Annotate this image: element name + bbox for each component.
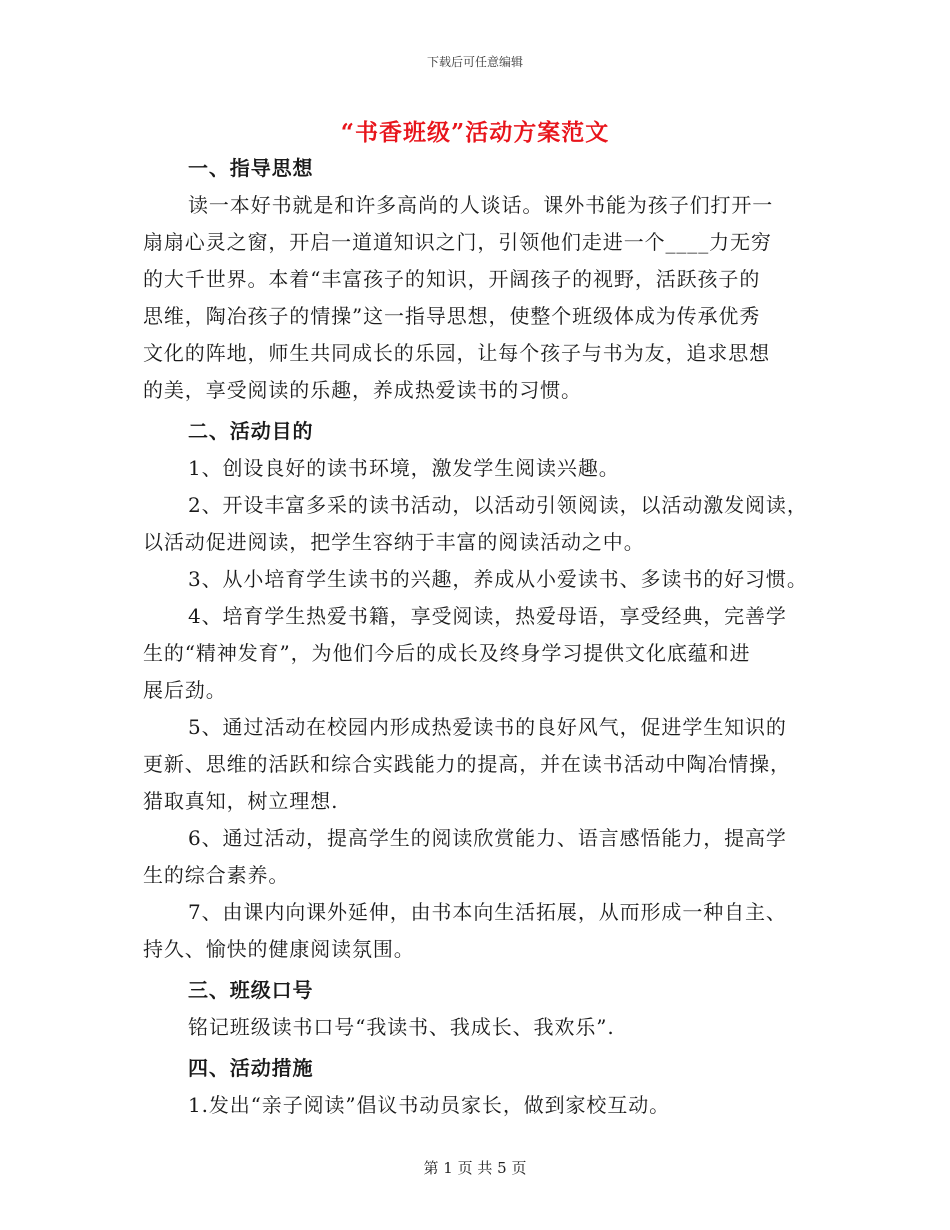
section-heading: 一、指导思想 (188, 156, 314, 180)
paragraph-line: 扇扇心灵之窗，开启一道道知识之门，引领他们走进一个____力无穷 (143, 230, 772, 254)
paragraph-line: 以活动促进阅读，把学生容纳于丰富的阅读活动之中。 (143, 530, 645, 554)
paragraph-line: 猎取真知，树立理想. (143, 789, 339, 813)
paragraph-line: 1、创设良好的读书环境，激发学生阅读兴趣。 (188, 456, 620, 480)
paragraph-line: 读一本好书就是和许多高尚的人谈话。课外书能为孩子们打开一 (188, 193, 774, 217)
paragraph-line: 生的综合素养。 (143, 863, 290, 887)
paragraph-line: 铭记班级读书口号“我读书、我成长、我欢乐”. (188, 1015, 615, 1039)
paragraph-line: 7、由课内向课外延伸，由书本向生活拓展，从而形成一种自主、 (188, 900, 787, 924)
section-heading: 四、活动措施 (188, 1056, 314, 1080)
paragraph-line: 5、通过活动在校园内形成热爱读书的良好风气，促进学生知识的 (188, 715, 787, 739)
section-heading: 二、活动目的 (188, 419, 314, 443)
paragraph-line: 的美，享受阅读的乐趣，养成热爱读书的习惯。 (143, 378, 582, 402)
document-body (143, 150, 809, 1124)
paragraph-line: 的大千世界。本着“丰富孩子的知识，开阔孩子的视野，活跃孩子的 (143, 267, 761, 291)
page-header-note: 下载后可任意编辑 (426, 55, 523, 69)
paragraph-line: 1.发出“亲子阅读”倡议书动员家长，做到家校互动。 (188, 1093, 671, 1117)
paragraph-line: 持久、愉快的健康阅读氛围。 (143, 937, 415, 961)
page-footer: 第 1 页 共 5 页 (423, 1159, 527, 1177)
paragraph-line: 生的“精神发育”，为他们今后的成长及终身学习提供文化底蕴和进 (143, 641, 751, 665)
paragraph-line: 4、培育学生热爱书籍，享受阅读，热爱母语，享受经典，完善学 (188, 604, 787, 628)
paragraph-line: 文化的阵地，师生共同成长的乐园，让每个孩子与书为友，追求思想 (143, 341, 770, 365)
paragraph-line: 3、从小培育学生读书的兴趣，养成从小爱读书、多读书的好习惯。 (188, 567, 808, 591)
paragraph-line: 2、开设丰富多采的读书活动，以活动引领阅读，以活动激发阅读， (188, 493, 808, 517)
paragraph-line: 更新、思维的活跃和综合实践能力的提高，并在读书活动中陶冶情操， (143, 752, 791, 776)
document-title: “书香班级”活动方案范文 (340, 119, 610, 146)
paragraph-line: 思维，陶冶孩子的情操”这一指导思想，使整个班级体成为传承优秀 (143, 304, 761, 328)
paragraph-line: 6、通过活动，提高学生的阅读欣赏能力、语言感悟能力，提高学 (188, 826, 787, 850)
section-heading: 三、班级口号 (188, 978, 314, 1002)
paragraph-line: 展后劲。 (143, 678, 227, 702)
